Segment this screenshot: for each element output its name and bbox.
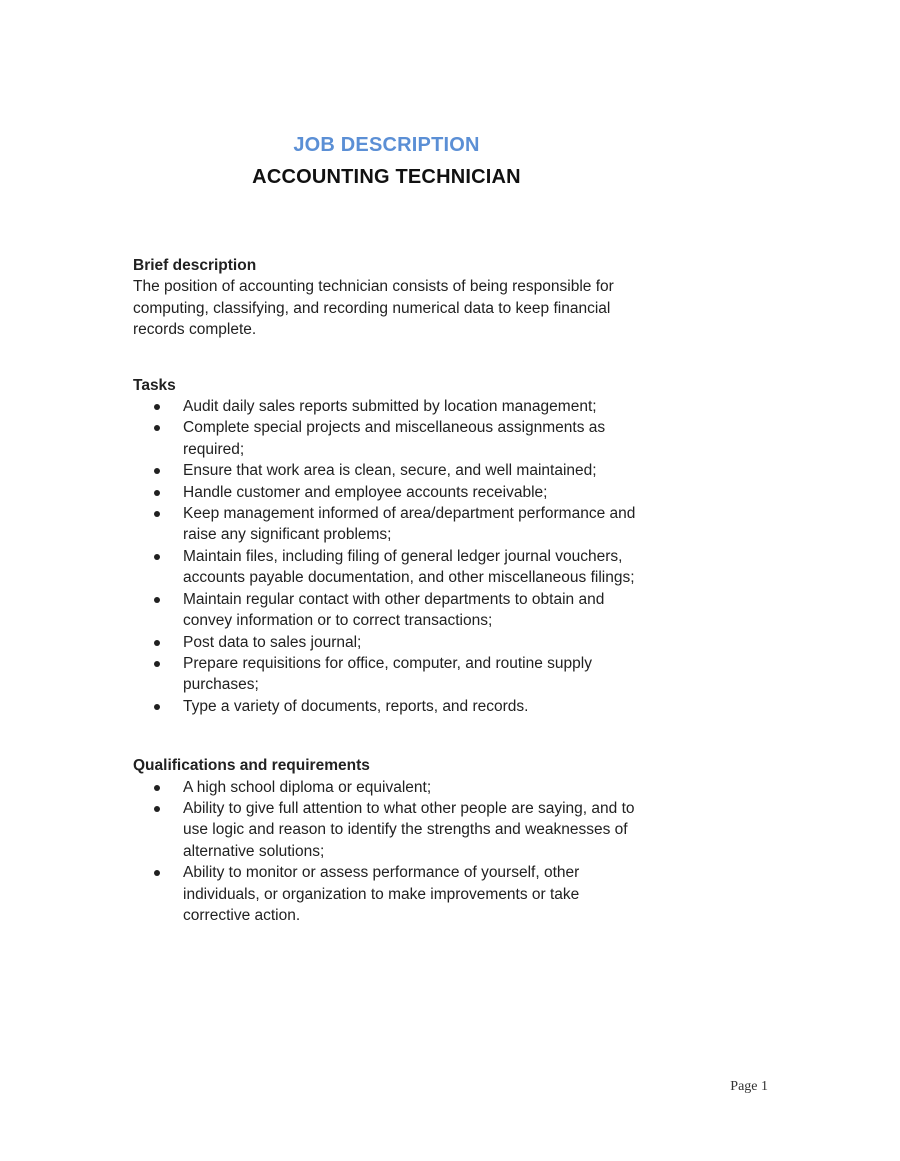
tasks-list bbox=[133, 396, 640, 717]
brief-description-text: The position of accounting technician consists of being responsible for computing, classifying, and recording numerical data to keep financial records complete. bbox=[133, 278, 614, 339]
task-list-item-text: Maintain regular contact with other departments to obtain and convey information or to correct transactions; bbox=[183, 590, 605, 630]
section-brief-description bbox=[133, 255, 640, 341]
task-list-item-text: Prepare requisitions for office, computer, and routine supply purchases; bbox=[183, 654, 592, 694]
task-list-item bbox=[133, 482, 640, 503]
task-list-item bbox=[133, 503, 640, 546]
brief-description-heading: Brief description bbox=[133, 257, 257, 274]
qualification-list-item-text: A high school diploma or equivalent; bbox=[183, 778, 432, 796]
qualification-list-item bbox=[133, 862, 640, 926]
task-list-item bbox=[133, 546, 640, 589]
task-list-item-text: Ensure that work area is clean, secure, and well maintained; bbox=[183, 462, 597, 480]
section-qualifications bbox=[133, 755, 640, 926]
task-list-item-text: Keep management informed of area/department performance and raise any significant problems; bbox=[183, 505, 636, 544]
task-list-item-text: Type a variety of documents, reports, and records. bbox=[183, 697, 529, 715]
task-list-item bbox=[133, 589, 640, 632]
qualification-list-item-text: Ability to monitor or assess performance of yourself, other individuals, or organization to make improvements or take corrective action. bbox=[183, 864, 580, 924]
task-list-item-text: Audit daily sales reports submitted by location management; bbox=[183, 398, 597, 416]
qualifications-list bbox=[133, 777, 640, 927]
task-list-item-text: Maintain files, including filing of general ledger journal vouchers, accounts payable documentation, and other miscellaneous filings; bbox=[183, 547, 635, 587]
document-subtitle: ACCOUNTING TECHNICIAN bbox=[252, 166, 521, 188]
qualifications-heading: Qualifications and requirements bbox=[133, 757, 370, 775]
section-tasks bbox=[133, 375, 640, 718]
task-list-item bbox=[133, 632, 640, 653]
task-list-item bbox=[133, 396, 640, 417]
qualification-list-item bbox=[133, 777, 640, 798]
task-list-item bbox=[133, 653, 640, 696]
task-list-item bbox=[133, 417, 640, 460]
page-number-footer: Page 1 bbox=[730, 1079, 768, 1094]
qualification-list-item bbox=[133, 798, 640, 862]
task-list-item bbox=[133, 460, 640, 481]
task-list-item bbox=[133, 696, 640, 717]
document-title: JOB DESCRIPTION bbox=[293, 134, 480, 156]
task-list-item-text: Post data to sales journal; bbox=[183, 633, 362, 651]
task-list-item-text: Complete special projects and miscellaneous assignments as required; bbox=[183, 419, 606, 458]
task-list-item-text: Handle customer and employee accounts receivable; bbox=[183, 483, 548, 501]
tasks-heading: Tasks bbox=[133, 376, 176, 394]
qualification-list-item-text: Ability to give full attention to what other people are saying, and to use logic and reason to identify the strengths and weaknesses of alternative solutions; bbox=[183, 799, 635, 860]
document-content bbox=[133, 134, 640, 926]
